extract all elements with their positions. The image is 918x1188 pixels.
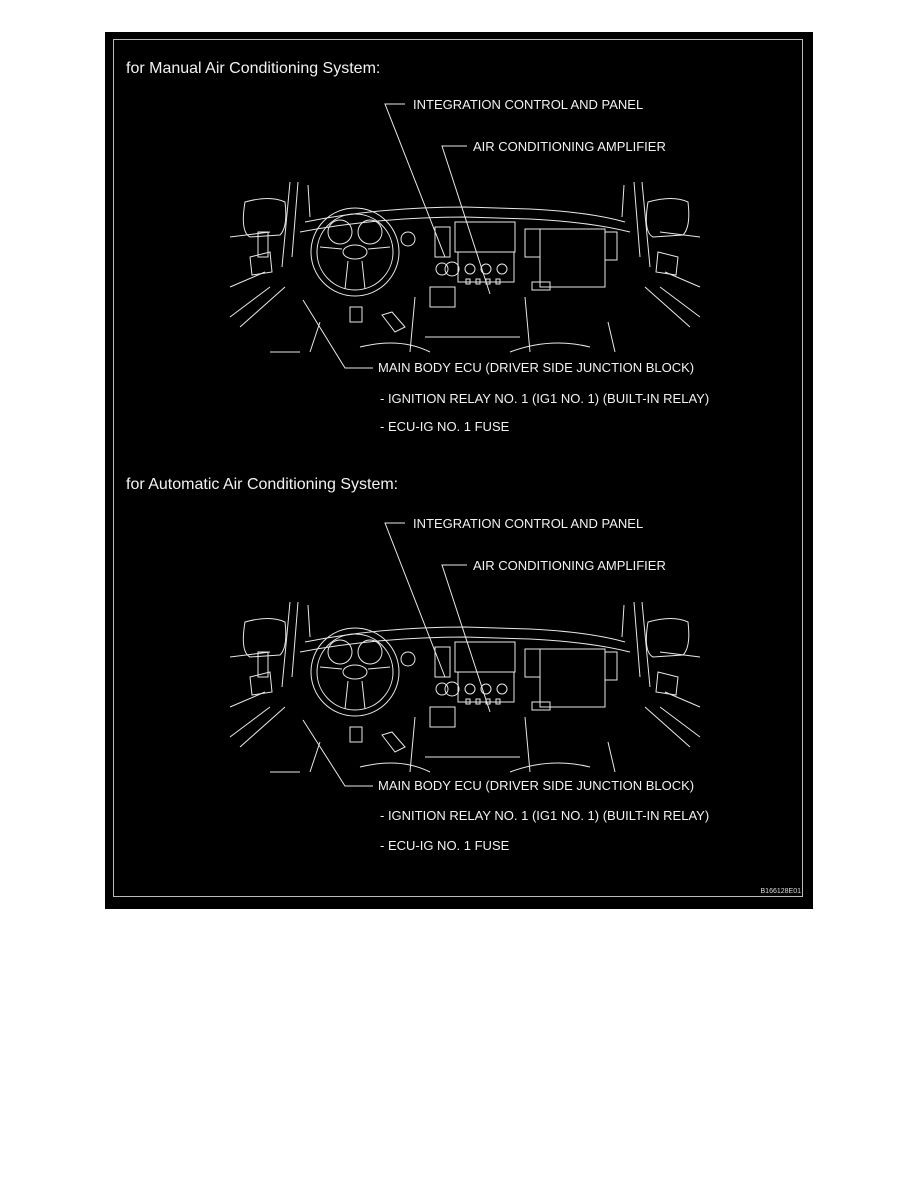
label-ac-amplifier: AIR CONDITIONING AMPLIFIER (473, 558, 666, 573)
label-integration-control: INTEGRATION CONTROL AND PANEL (413, 97, 644, 112)
label-ignition-relay: - IGNITION RELAY NO. 1 (IG1 NO. 1) (BUILT-IN RELAY) (380, 808, 710, 823)
label-ecu-ig-fuse: - ECU-IG NO. 1 FUSE (380, 419, 510, 434)
figure-code: B166128E01 (760, 888, 801, 895)
label-main-body-ecu: MAIN BODY ECU (DRIVER SIDE JUNCTION BLOCK) (378, 360, 695, 375)
label-main-body-ecu: MAIN BODY ECU (DRIVER SIDE JUNCTION BLOCK) (378, 778, 695, 793)
diagram-panel (105, 32, 813, 909)
dashboard-illustration (105, 32, 813, 909)
label-ignition-relay: - IGNITION RELAY NO. 1 (IG1 NO. 1) (BUILT-IN RELAY) (380, 391, 710, 406)
label-ecu-ig-fuse: - ECU-IG NO. 1 FUSE (380, 838, 510, 853)
label-ac-amplifier: AIR CONDITIONING AMPLIFIER (473, 139, 666, 154)
section-heading-automatic: for Automatic Air Conditioning System: (126, 476, 399, 493)
section-heading-manual: for Manual Air Conditioning System: (126, 60, 381, 77)
label-integration-control: INTEGRATION CONTROL AND PANEL (413, 516, 644, 531)
